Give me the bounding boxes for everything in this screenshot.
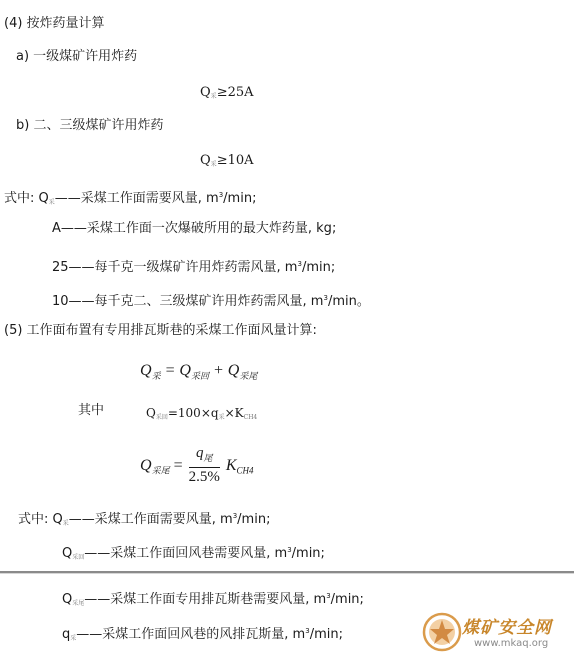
mine-safety-logo-icon: [422, 612, 462, 652]
s5-definition-q: [18, 508, 270, 532]
section-4-heading: (4) 按炸药量计算: [4, 16, 105, 31]
s5-def-q-sub: 采: [62, 520, 69, 527]
s5-definition-wei: [62, 588, 364, 612]
formula-b: [200, 153, 254, 173]
equation-3: [140, 445, 254, 487]
eq2-q-sub: 采回: [155, 414, 168, 421]
formula-b-q: Q: [200, 153, 211, 168]
s5-definition-hui: [62, 542, 325, 566]
formula-a-rhs: ≥25A: [216, 85, 254, 100]
eq2-tail-sub: CH4: [243, 414, 258, 421]
formula-a-sub: 采: [210, 93, 217, 100]
eq3-num-q: q: [195, 445, 204, 461]
s5-def-q-text: ——采煤工作面需要风量, m: [68, 512, 233, 527]
eq3-eq: =: [173, 457, 183, 474]
s5-def-qc-text: ——采煤工作面回风巷的风排瓦斯量, m: [76, 627, 306, 642]
def-10-tail: /min。: [327, 294, 370, 309]
s5-def-wei-sup: 3: [326, 592, 331, 600]
formula-b-rhs: ≥10A: [216, 153, 254, 168]
s5-def-hui-text: ——采煤工作面回风巷需要风量, m: [84, 546, 288, 561]
eq1-plus-sub: 采尾: [239, 371, 258, 381]
watermark-url: www.mkaq.org: [474, 638, 549, 649]
def-q-sup: 3: [218, 191, 224, 199]
s5-def-hui-sub: 采回: [72, 554, 85, 561]
eq2-mid: =100×q: [167, 406, 219, 420]
eq1-plus: + Q: [212, 362, 240, 379]
s5-def-prefix: 式中: Q: [18, 512, 63, 527]
eq3-numerator: [189, 445, 220, 468]
eq2-q: Q: [146, 406, 156, 420]
eq2-tail: ×K: [224, 406, 244, 420]
eq2-mid-sub: 采: [218, 414, 225, 421]
section-5-heading: (5) 工作面布置有专用排瓦斯巷的采煤工作面风量计算:: [4, 323, 317, 338]
s5-def-wei-q: Q: [62, 592, 73, 607]
eq3-num-sub: 尾: [203, 453, 213, 463]
eq1-mid: = Q: [164, 362, 191, 379]
formula-a-q: Q: [200, 85, 211, 100]
s5-def-qc-sup: 3: [305, 627, 310, 635]
s5-def-q-sup: 3: [232, 512, 238, 520]
eq1-lhs: Q: [140, 362, 152, 379]
formula-b-sub: 采: [210, 161, 217, 168]
s5-def-hui-tail: /min;: [291, 546, 325, 561]
eq3-fraction: [189, 445, 220, 487]
item-a-label: a) 一级煤矿许用炸药: [16, 49, 138, 64]
page-divider-shadow: [0, 573, 574, 574]
eq1-lhs-sub: 采: [151, 371, 161, 381]
item-b-label: b) 二、三级煤矿许用炸药: [16, 118, 164, 133]
def-q-prefix: 式中: Q: [4, 191, 49, 206]
definition-10: [52, 290, 370, 310]
site-watermark: [422, 610, 570, 656]
s5-def-qc-sub: 采: [70, 635, 77, 642]
eq1-mid-sub: 采回: [190, 371, 209, 381]
def-25-tail: /min;: [301, 260, 336, 275]
definition-q: [4, 187, 256, 211]
s5-def-qc-tail: /min;: [309, 627, 343, 642]
def-q-sub: 采: [48, 199, 55, 206]
def-10-sup: 3: [323, 294, 328, 302]
def-25-text: 25——每千克一级煤矿许用炸药需风量, m: [52, 260, 298, 275]
qizhong-label: 其中: [78, 403, 105, 418]
def-10-text: 10——每千克二、三级煤矿许用炸药需风量, m: [52, 294, 324, 309]
s5-def-hui-sup: 3: [287, 546, 292, 554]
eq3-denominator: 2.5%: [188, 469, 220, 485]
watermark-title: 煤矿安全网: [462, 618, 552, 638]
def-q-tail: /min;: [223, 191, 257, 206]
s5-def-q-tail: /min;: [237, 512, 271, 527]
s5-def-wei-text: ——采煤工作面专用排瓦斯巷需要风量, m: [84, 592, 327, 607]
equation-2: [146, 405, 257, 426]
eq3-lhs: Q: [140, 457, 152, 474]
s5-def-hui-q: Q: [62, 546, 73, 561]
eq3-k: K: [225, 457, 237, 474]
definition-25: [52, 256, 335, 276]
def-q-text: ——采煤工作面需要风量, m: [54, 191, 219, 206]
eq3-lhs-sub: 采尾: [151, 465, 170, 476]
s5-def-qc-q: q: [62, 627, 71, 642]
definition-a: A——采煤工作面一次爆破所用的最大炸药量, kg;: [52, 221, 337, 236]
eq3-k-sub: CH4: [236, 465, 254, 476]
s5-def-wei-sub: 采尾: [72, 600, 85, 607]
formula-a: [200, 85, 254, 105]
s5-def-wei-tail: /min;: [330, 592, 364, 607]
s5-definition-qc: [62, 623, 343, 647]
equation-1: [140, 362, 257, 382]
def-25-sup: 3: [297, 260, 302, 268]
